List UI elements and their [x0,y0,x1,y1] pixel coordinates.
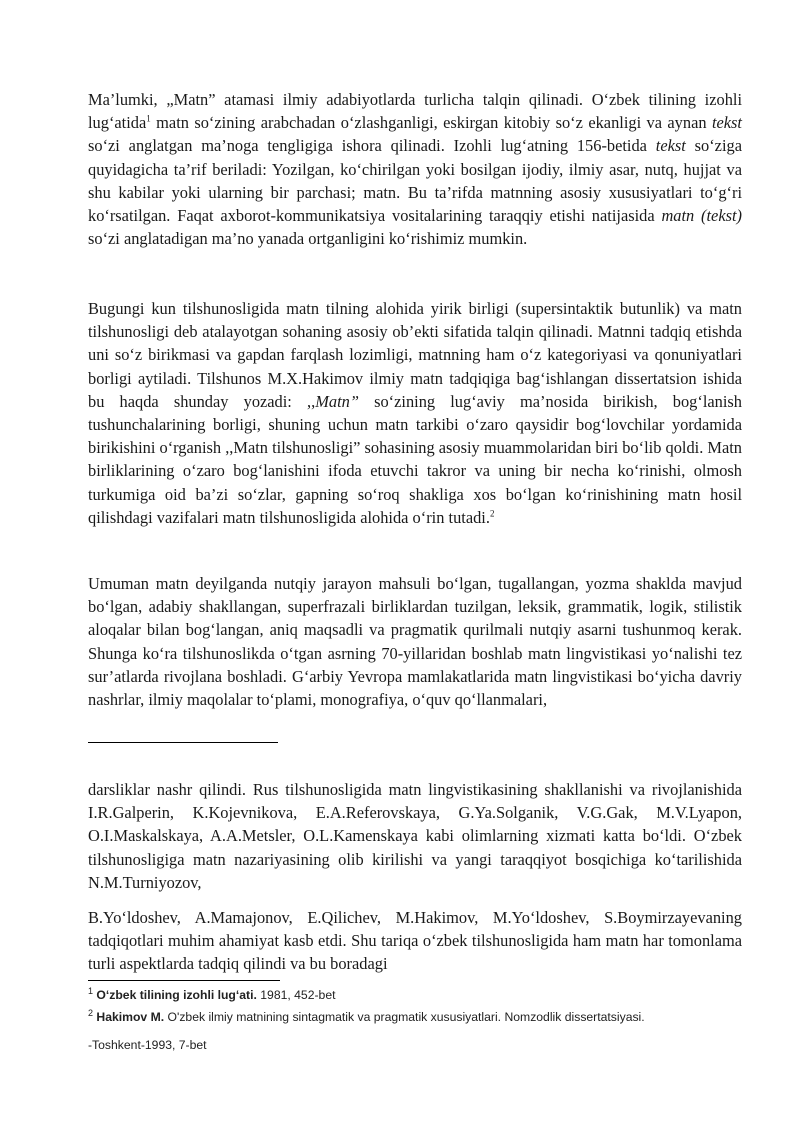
text-run: so‘ziga quyidagicha ta’rif beriladi: Yozilgan, ko‘chirilgan yoki bosilgan ijodiy, ilmiy asar, nutq, hujjat va shu kabilar yoki ularning bir parchasi; matn. Bu ta’rifda matnning asosiy xususiyatlari to‘g‘ri ko‘rsatilgan. Faqat axborot-kommunikatsiya vositalarining taraqqiy etishi natijasida [88,136,742,226]
paragraph-3: Umuman matn deyilganda nutqiy jarayon mahsuli bo‘lgan, tugallangan, yozma shaklda mavjud bo‘lgan, adabiy shakllangan, superfrazali birliklardan tuzilgan, leksik, grammatik, logik, stilistik aloqalar bilan bog‘langan, aniq maqsadli va pragmatik qurilmali nutqiy asarni tushunmoq kerak. Shunga ko‘ra tilshunoslikda o‘tgan asrning 70-yillaridan boshlab matn lingvistikasi yo‘nalishi tez sur’atlarda rivojlana boshladi. G‘arbiy Yevropa mamlakatlarida matn lingvistikasi bo‘yicha davriy nashrlar, ilmiy maqolalar to‘plami, monografiya, o‘quv qo‘llanmalari, [88,574,742,710]
footnote-2 [88,1009,748,1025]
footnote-ref-1: 1 [146,113,151,124]
footnote-separator [88,742,278,743]
text-run: matn so‘zining arabchadan o‘zlashganligi, eskirgan kitobiy so‘z ekanligi va aynan [150,113,712,133]
footnote-text: 1981, 452-bet [256,988,336,1002]
footnote-source-title: O‘zbek tilining izohli lug‘ati. [96,988,257,1002]
text-run: Bugungi kun tilshunosligida matn tilning alohida yirik birligi (supersintaktik butunlik) va matn tilshunosligi deb atalayotgan sohaning asosiy ob’ekti sifatida talqin qilinadi. Matnni tadqiq etishda uni so‘z birikmasi va gapdan farqlash lozimligi, matnning ham o‘z kategoriyasi va qonuniyatlari borligi aytiladi. Tilshunos M.X.Hakimov ilmiy matn tadqiqiga bag‘ishlangan dissertatsion ishida bu haqda shunday yozadi: ,, [88,299,742,411]
footnote-2-continuation: -Toshkent-1993, 7-bet [88,1038,207,1052]
text-run: so‘zining lug‘aviy ma’nosida birikish, bog‘lanish tushunchalarining borligi, shuning uchun matn tarkibi o‘zaro qaysidir bog‘lovchilar yordamida birikishini o‘rganish ,,Matn tilshunosligi” sohasining asosiy muammolaridan biri bo‘lib qoldi. Matn birliklarining o‘zaro bog‘lanishini ifoda etuvchi takror va uning bir necha ko‘rinishi, olmosh turkumiga oid ba’zi so‘zlar, gapning so‘roq shakliga xos bo‘lgan ko‘rinishining matn hosil qilishdagi vazifalari matn tilshunosligida alohida o‘rin tutadi. [88,391,742,527]
text-run: Ma’lumki, [88,90,167,109]
italic-term: Matn” [315,391,359,411]
footnote-ref-2: 2 [489,508,495,519]
text-run: so‘zi anglatadigan ma’no yanada ortganligini ko‘rishimiz mumkin. [88,229,528,249]
footnote-number: 1 [88,985,94,996]
paragraph-2 [88,297,742,529]
text-run: so‘zi anglatgan ma’noga tengligiga ishora qilinadi. Izohli lug‘atning 156-betida [88,136,656,156]
italic-term: tekst [655,136,686,156]
footnote-author: Hakimov M. [96,1010,165,1024]
footnote-1 [88,987,748,1003]
paragraph-5: B.Yo‘ldoshev, A.Mamajonov, E.Qilichev, M.Hakimov, M.Yo‘ldoshev, S.Boymirzayevaning tadqiqotlari muhim ahamiyat kasb etdi. Shu tariqa o‘zbek tilshunosligida ham matn har tomonlama turli aspektlarda tadqiq qilindi va bu boradagi [88,908,742,974]
footnote-text: O'zbek ilmiy matnining sintagmatik va pragmatik xususiyatlari. Nomzodlik dissertatsiyasi. [164,1010,645,1024]
text-run: „Matn” atamasi ilmiy adabiyotlarda turlicha talqin qilinadi. O‘zbek tilining izohli lug‘atida [88,90,742,133]
italic-term: matn (tekst) [661,206,742,226]
footnote-separator [88,980,280,981]
italic-term: tekst [711,113,742,133]
paragraph-4: darsliklar nashr qilindi. Rus tilshunosligida matn lingvistikasining shakllanishi va rivojlanishida I.R.Galperin, K.Kojevnikova, E.A.Referovskaya, G.Ya.Solganik, V.G.Gak, M.V.Lyapon, O.I.Maskalskaya, A.A.Metsler, O.L.Kamenskaya kabi olimlarning xizmati katta bo‘ldi. O‘zbek tilshunosligiga matn nazariyasining olib kirilishi va yangi taraqqiyot bosqichiga ko‘tarilishida N.M.Turniyozov, [88,780,742,892]
footnote-number: 2 [88,1007,94,1018]
paragraph-1 [88,88,742,250]
